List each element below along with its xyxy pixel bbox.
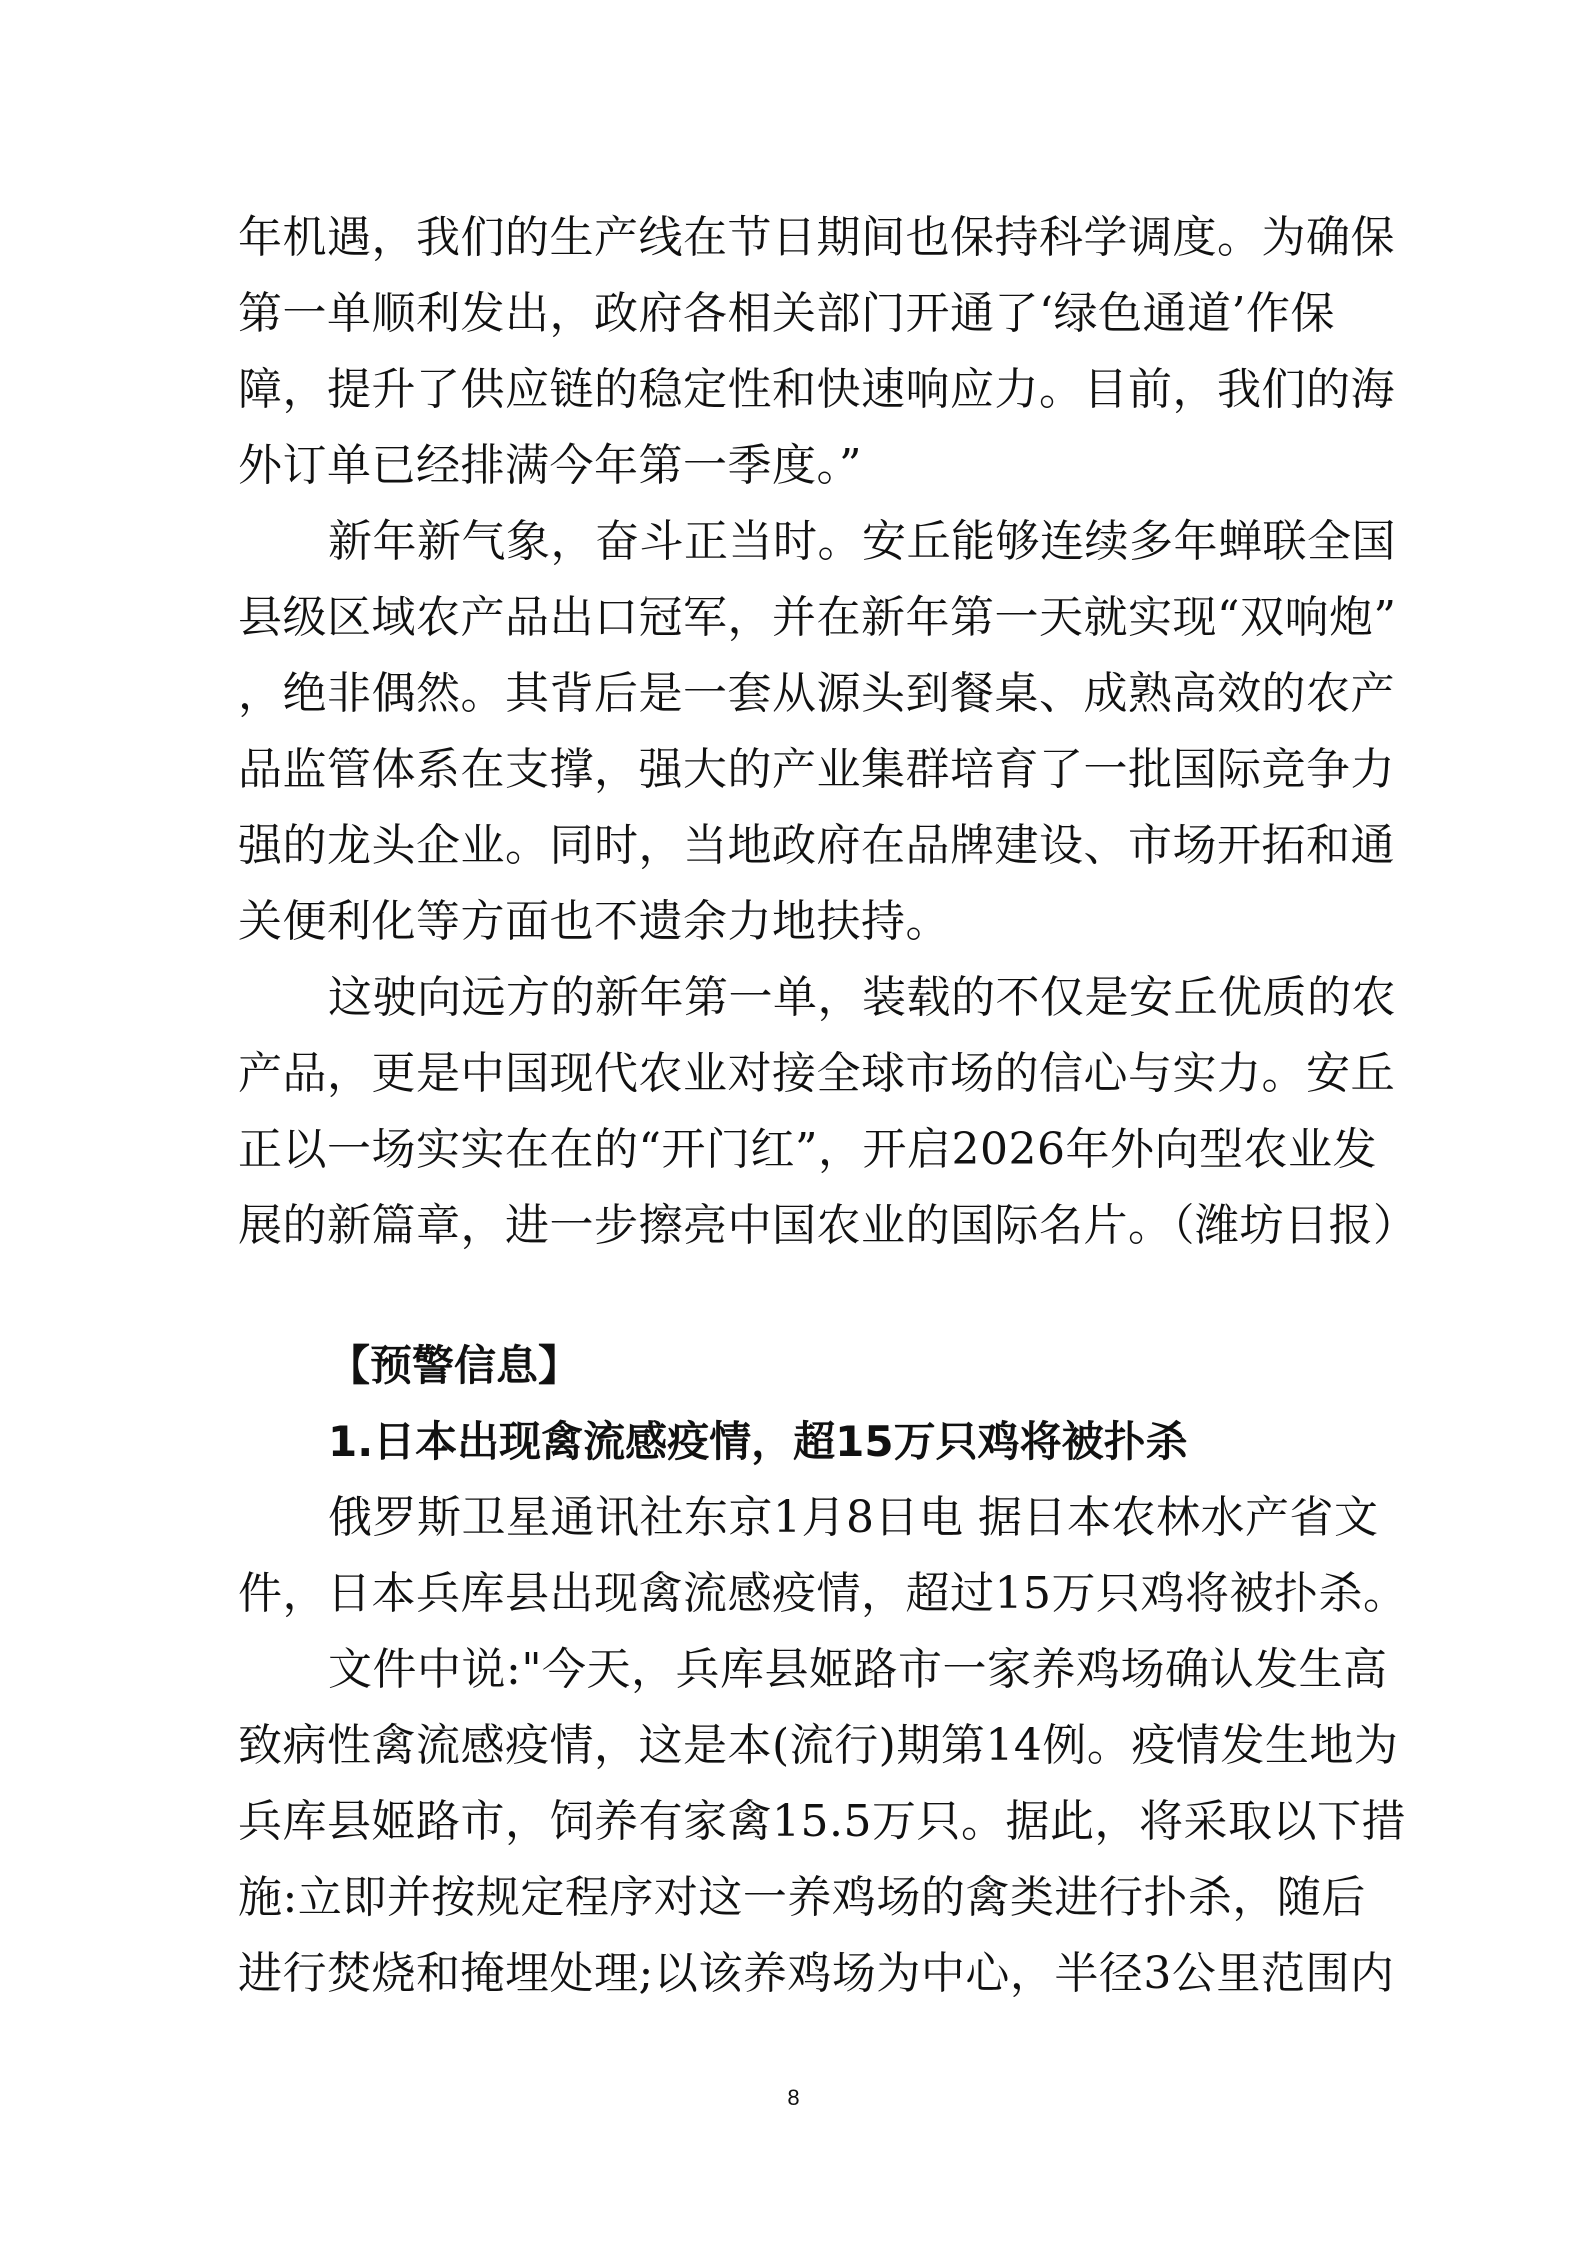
item-title-avian-flu: 1.日本出现禽流感疫情，超15万只鸡将被扑杀 xyxy=(328,1417,1188,1466)
text-line: 文件中说:"今天，兵库县姬路市一家养鸡场确认发生高 xyxy=(328,1644,1388,1695)
paragraph-news-lead xyxy=(238,1480,1408,1632)
text-line: 施:立即并按规定程序对这一养鸡场的禽类进行扑杀，随后 xyxy=(238,1872,1366,1923)
text-line: 这驶向远方的新年第一单，装载的不仅是安丘优质的农 xyxy=(328,972,1396,1023)
text-line: 进行焚烧和掩埋处理;以该养鸡场为中心，半径3公里范围内 xyxy=(238,1948,1395,1999)
text-line: 关便利化等方面也不遗余力地扶持。 xyxy=(238,896,950,947)
text-line: ，绝非偶然。其背后是一套从源头到餐桌、成熟高效的农产 xyxy=(238,668,1395,719)
text-line: 俄罗斯卫星通讯社东京1月8日电 据日本农林水产省文 xyxy=(328,1492,1379,1543)
text-line: 正以一场实实在在的“开门红”，开启2026年外向型农业发 xyxy=(238,1124,1377,1175)
paragraph-first-order xyxy=(238,960,1418,1264)
text-line: 展的新篇章，进一步擦亮中国农业的国际名片。（潍坊日报） xyxy=(238,1200,1418,1251)
text-line: 年机遇，我们的生产线在节日期间也保持科学调度。为确保 xyxy=(238,212,1395,263)
paragraph-quote-continuation xyxy=(238,200,1395,504)
paragraph-new-year xyxy=(238,504,1397,960)
text-line: 新年新气象，奋斗正当时。安丘能够连续多年蝉联全国 xyxy=(328,516,1396,567)
text-line: 障，提升了供应链的稳定性和快速响应力。目前，我们的海 xyxy=(238,364,1395,415)
section-title-warning: 【预警信息】 xyxy=(328,1341,581,1390)
text-line: 第一单顺利发出，政府各相关部门开通了‘绿色通道’作保 xyxy=(238,288,1335,339)
text-line: 外订单已经排满今年第一季度。” xyxy=(238,440,862,491)
page-number: 8 xyxy=(787,2085,800,2110)
text-line: 致病性禽流感疫情，这是本(流行)期第14例。疫情发生地为 xyxy=(238,1720,1399,1771)
paragraph-document-quote xyxy=(238,1632,1406,2012)
text-line: 件，日本兵库县出现禽流感疫情，超过15万只鸡将被扑杀。 xyxy=(238,1568,1408,1619)
text-line: 产品，更是中国现代农业对接全球市场的信心与实力。安丘 xyxy=(238,1048,1395,1099)
text-line: 强的龙头企业。同时，当地政府在品牌建设、市场开拓和通 xyxy=(238,820,1395,871)
text-line: 兵库县姬路市，饲养有家禽15.5万只。据此，将采取以下措 xyxy=(238,1796,1406,1847)
text-line: 县级区域农产品出口冠军，并在新年第一天就实现“双响炮” xyxy=(238,592,1397,643)
text-line: 品监管体系在支撑，强大的产业集群培育了一批国际竞争力 xyxy=(238,744,1395,795)
